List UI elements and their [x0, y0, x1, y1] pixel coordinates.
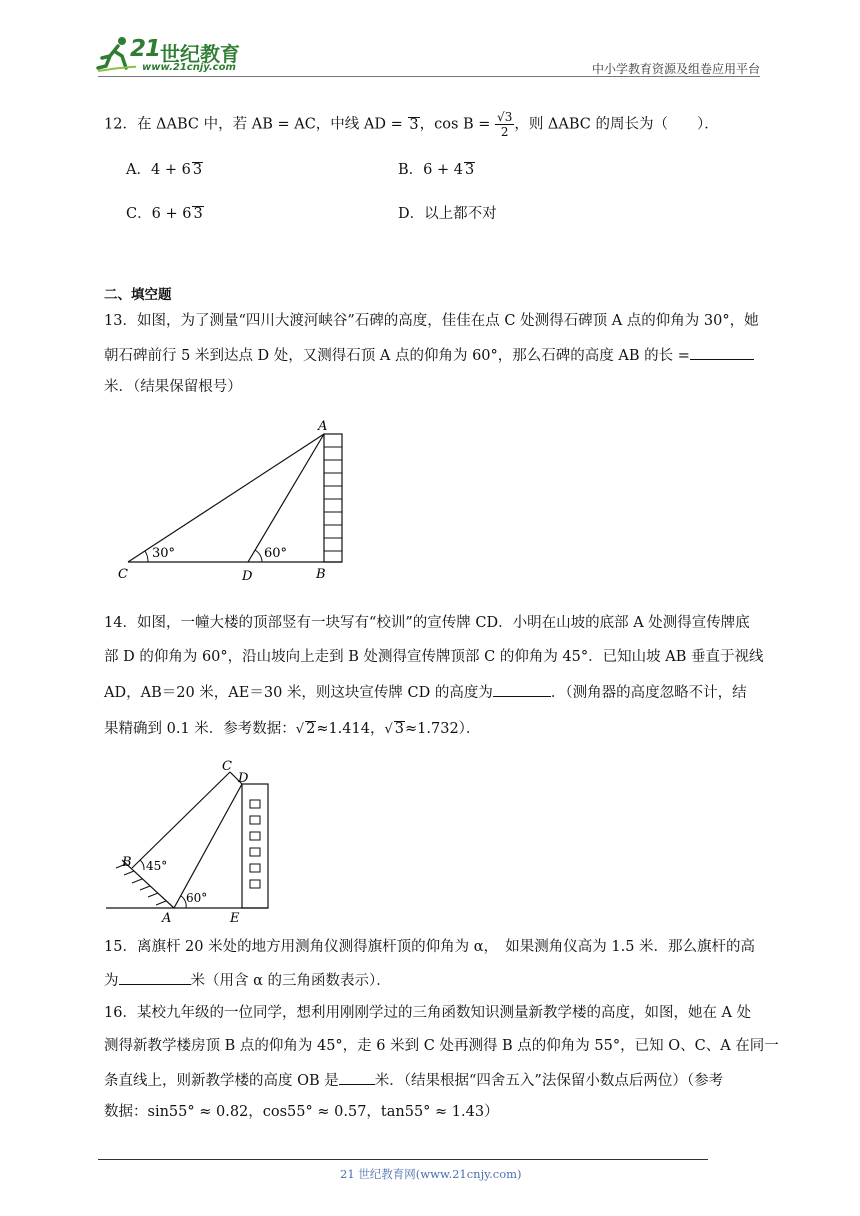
q15-answer-blank[interactable]: [119, 970, 191, 985]
option-radical: 3: [192, 162, 203, 178]
option-label: D．: [398, 206, 425, 222]
building-windows: [250, 800, 260, 888]
footer-divider: [98, 1159, 708, 1160]
q14-line-4: [104, 720, 480, 739]
site-logo: [96, 34, 266, 76]
angle-label-60: 60°: [264, 546, 288, 561]
q14-answer-blank[interactable]: [493, 682, 551, 697]
option-text: 以上都不对: [424, 206, 497, 222]
q14-line-3: [104, 682, 747, 702]
option-label: A．: [126, 162, 151, 178]
q13-line-1: 13．如图，为了测量“四川大渡河峡谷”石碑的高度，佳佳在点 C 处测得石碑顶 A 点的仰角为 30°，她: [104, 313, 759, 329]
point-d: D: [238, 771, 249, 786]
q13-figure: [110, 412, 360, 587]
angle-arc-45: [140, 860, 144, 870]
q16-line-3-text: 条直线上，则新教学楼的高度 OB 是: [104, 1073, 339, 1089]
point-b: B: [316, 567, 326, 582]
q12-fraction: [495, 110, 514, 139]
q12-option-d[interactable]: [398, 202, 497, 223]
q16-line-4: 数据：sin55° ≈ 0.82，cos55° ≈ 0.57，tan55° ≈ 1.43）: [104, 1104, 499, 1120]
q12-frac-den: 2: [500, 125, 509, 139]
q14-line-4-text: 果精确到 0.1 米．参考数据：: [104, 721, 296, 737]
angle-label-60: 60°: [186, 891, 208, 905]
point-c: C: [222, 759, 232, 774]
stone-tablet: [324, 434, 342, 562]
q16-line-1: 16．某校九年级的一位同学，想利用刚刚学过的三角函数知识测量新教学楼的高度，如图，她在 A 处: [104, 1005, 752, 1021]
q14-radical-2: 2: [306, 721, 316, 737]
point-d: D: [242, 569, 253, 584]
q13-line-2: [104, 345, 754, 365]
q15-line-2-text: 为: [104, 973, 119, 989]
point-a: A: [318, 419, 328, 434]
angle-label-30: 30°: [152, 546, 176, 561]
q16-line-2: 测得新教学楼房顶 B 点的仰角为 45°，走 6 米到 C 处再测得 B 点的仰角为 55°，已知 O、C、A 在同一: [104, 1038, 779, 1054]
logo-text: 世纪教育: [160, 42, 240, 66]
q13-line-2-text: 朝石碑前行 5 米到达点 D 处，又测得石顶 A 点的仰角为 60°，那么石碑的高度 AB 的长 =: [104, 348, 690, 364]
option-label: C．: [126, 206, 152, 222]
q12-option-c[interactable]: [126, 202, 204, 223]
header-divider: [98, 76, 760, 77]
logo-url: www.21cnjy.com: [142, 62, 236, 73]
q14-line-2: 部 D 的仰角为 60°，沿山坡向上走到 B 处测得宣传牌顶部 C 的仰角为 45°．已知山坡 AB 垂直于视线: [104, 649, 764, 665]
line-bc: [132, 772, 230, 868]
option-text: 6 + 4: [423, 162, 463, 178]
q12-sqrt-ad: 3: [409, 116, 419, 133]
line-da: [248, 434, 324, 562]
q16-line-3: [104, 1070, 723, 1090]
q14-radical-3: 3: [394, 721, 405, 737]
q14-ref-1: ≈1.414，: [316, 721, 385, 737]
q12-frac-num: √3: [497, 110, 513, 124]
q13-line-3: 米．（结果保留根号）: [104, 379, 242, 395]
q14-figure: [104, 754, 284, 924]
point-b: B: [122, 855, 132, 870]
line-ca: [128, 434, 324, 562]
q15-line-1: 15．离旗杆 20 米处的地方用测角仪测得旗杆顶的仰角为 α， 如果测角仪高为 1.5 米．那么旗杆的高: [104, 939, 756, 955]
sqrt-symbol: √: [295, 722, 305, 737]
angle-arc-30: [145, 551, 148, 562]
q12-text-mid: ，cos B =: [419, 116, 496, 133]
angle-arc-60: [255, 550, 262, 562]
question-12: [104, 110, 719, 139]
q12-text-post: ，则 ΔABC 的周长为（ ）．: [514, 116, 719, 133]
q12-option-a[interactable]: [126, 158, 203, 179]
q12-option-b[interactable]: [398, 158, 475, 179]
option-text: 6 + 6: [151, 206, 192, 222]
q16-line-3-tail: 米．（结果根据“四舍五入”法保留小数点后两位）（参考: [374, 1073, 724, 1089]
footer-text[interactable]: 21 世纪教育网(www.21cnjy.com): [340, 1167, 522, 1181]
building: [242, 784, 268, 908]
q16-answer-blank[interactable]: [339, 1070, 375, 1085]
q13-answer-blank[interactable]: [690, 345, 754, 360]
point-a: A: [162, 911, 172, 924]
angle-label-45: 45°: [146, 859, 168, 873]
q14-line-3-tail: ．（测角器的高度忽略不计，结: [550, 685, 747, 701]
platform-name: 中小学教育资源及组卷应用平台: [591, 62, 760, 76]
sqrt-symbol: √: [384, 722, 393, 737]
option-text: 4 + 6: [150, 162, 191, 178]
q15-line-2: [104, 970, 391, 990]
option-label: B．: [398, 162, 424, 178]
line-ad: [174, 784, 242, 908]
logo-number: 21: [130, 36, 161, 62]
q14-line-3-text: AD，AB＝20 米，AE＝30 米，则这块宣传牌 CD 的高度为: [104, 685, 493, 701]
option-radical: 3: [193, 206, 203, 222]
tablet-rungs: [324, 447, 342, 551]
q15-line-2-tail: 米（用含 α 的三角函数表示）．: [190, 973, 391, 989]
q14-line-1: 14．如图，一幢大楼的顶部竖有一块写有“校训”的宣传牌 CD．小明在山坡的底部 A 处测得宣传牌底: [104, 615, 750, 631]
point-c: C: [118, 567, 128, 582]
q14-ref-2: ≈1.732）．: [405, 721, 481, 737]
section-heading: 二、填空题: [104, 287, 172, 303]
point-e: E: [230, 911, 240, 924]
option-radical: 3: [464, 162, 475, 178]
q12-text-pre: 12．在 ΔABC 中，若 AB = AC，中线 AD =: [104, 116, 408, 133]
